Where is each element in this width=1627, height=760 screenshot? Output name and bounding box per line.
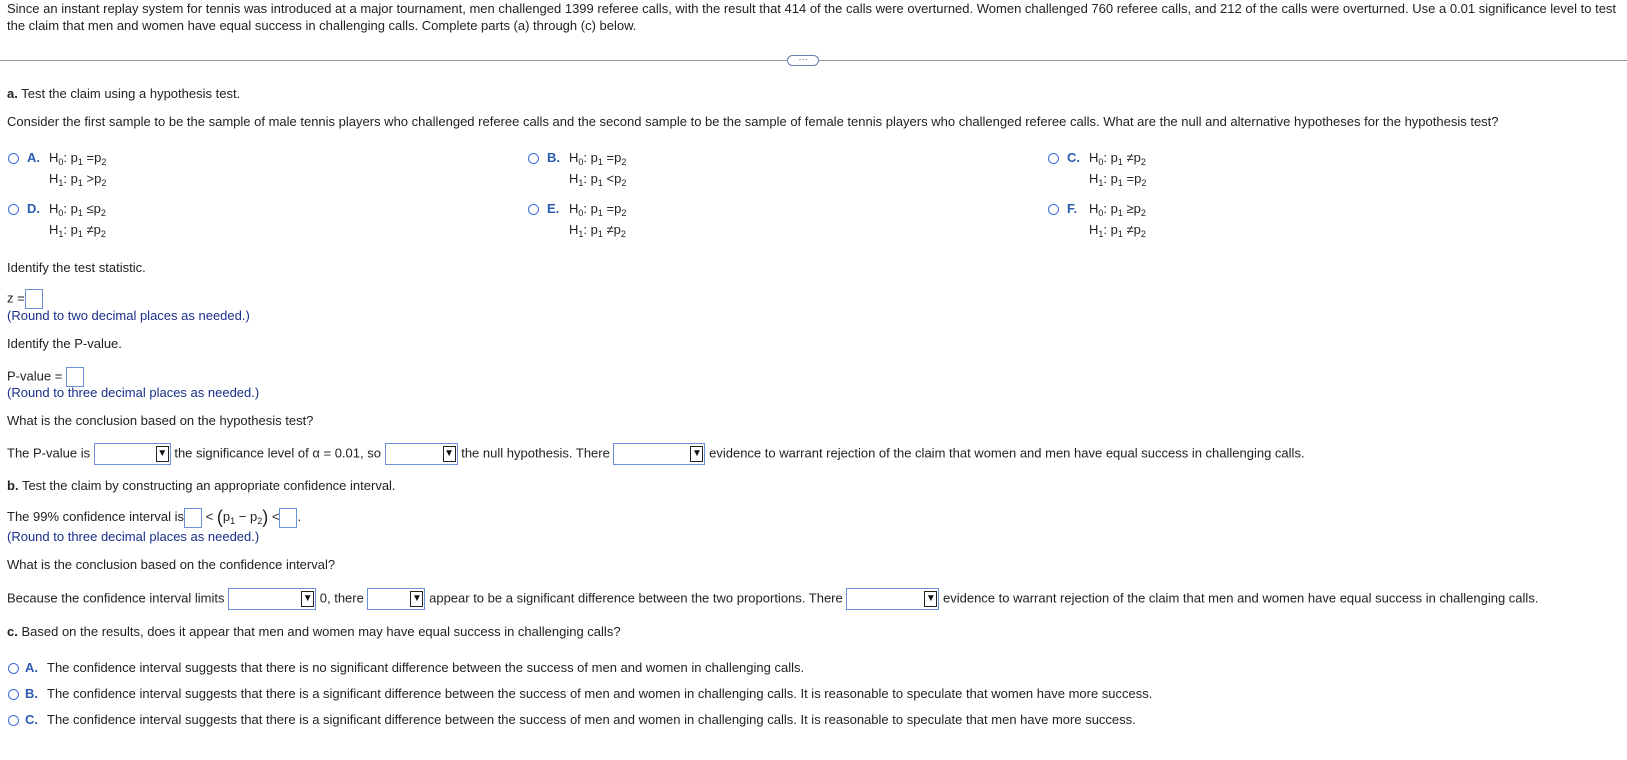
hyp-token: p	[590, 150, 598, 165]
hyp-token: H	[1089, 171, 1099, 186]
hyp-token: :	[63, 201, 68, 216]
hyp-token: 1	[597, 178, 603, 188]
pvalue-compare-dropdown[interactable]	[94, 443, 171, 465]
part-a-heading	[7, 86, 240, 101]
hyp-token: =	[86, 150, 95, 165]
chevron-down-icon: ▼	[924, 591, 937, 607]
hyp-token: 0	[578, 208, 584, 218]
option-letter: B.	[547, 150, 560, 165]
hyp-token: :	[583, 171, 588, 186]
hyp-token: <	[606, 171, 615, 186]
hyp-token: 2	[100, 229, 106, 239]
chevron-down-icon: ▼	[410, 591, 423, 607]
ci-p2: p	[249, 509, 258, 524]
hyp-token: 2	[101, 178, 107, 188]
hyp-token: p	[94, 150, 102, 165]
alt-hypothesis	[1089, 222, 1146, 239]
hyp-token: H	[569, 201, 579, 216]
chevron-down-icon: ▼	[156, 446, 169, 462]
part-b-heading	[7, 478, 396, 493]
evidence-dropdown-b[interactable]	[846, 588, 939, 610]
option-text: The confidence interval suggests that there is a significant difference between the success of men and women in challenging calls. It is reasonable to speculate that men have more success.	[47, 712, 1136, 727]
hyp-token: 1	[77, 178, 83, 188]
hyp-token: 2	[1140, 229, 1146, 239]
ci-period: .	[297, 509, 302, 524]
hyp-token: p	[1133, 150, 1141, 165]
option-letter: C.	[25, 712, 38, 727]
conclusion-option-c[interactable]	[8, 712, 1136, 727]
ci-paren-close: )	[262, 507, 269, 527]
hyp-token: p	[70, 150, 78, 165]
hyp-token: 1	[77, 208, 83, 218]
hyp-token: ≤	[86, 201, 94, 216]
hyp-token: >	[86, 171, 95, 186]
hyp-token: 2	[101, 157, 107, 167]
hyp-token: p	[614, 201, 622, 216]
hyp-token: H	[49, 222, 59, 237]
z-input[interactable]	[25, 289, 43, 309]
hyp-token: p	[1133, 201, 1141, 216]
hyp-token: p	[93, 222, 101, 237]
hyp-token: p	[1133, 222, 1141, 237]
concl-b-text-4: evidence to warrant rejection of the claim that men and women have equal success in challenging calls.	[942, 590, 1539, 606]
hyp-token: 0	[1098, 157, 1104, 167]
hyp-token: p	[590, 171, 598, 186]
evidence-dropdown-a[interactable]	[613, 443, 705, 465]
ci-lt-1: <	[205, 509, 214, 524]
hyp-token: 1	[77, 229, 83, 239]
hyp-token: 2	[621, 178, 627, 188]
hypothesis-option-e[interactable]	[528, 201, 728, 237]
hyp-conclusion-sentence	[7, 443, 1305, 465]
hyp-token: 2	[1141, 178, 1147, 188]
identify-p-text: Identify the P-value.	[7, 336, 122, 351]
z-label: z =	[7, 290, 25, 306]
hyp-token: 1	[1098, 178, 1104, 188]
reject-decision-dropdown[interactable]	[385, 443, 458, 465]
hyp-token: 1	[1117, 178, 1123, 188]
hyp-token: H	[569, 150, 579, 165]
hyp-token: p	[94, 171, 102, 186]
conclusion-option-b[interactable]	[8, 686, 1152, 701]
chevron-down-icon: ▼	[690, 446, 703, 462]
hypothesis-option-d[interactable]	[8, 201, 208, 237]
conclusion-option-a[interactable]	[8, 660, 804, 675]
radio-button[interactable]	[8, 715, 19, 726]
hyp-token: =	[606, 201, 615, 216]
ci-minus: −	[238, 509, 247, 524]
round-three-note-b: (Round to three decimal places as needed.)	[7, 529, 260, 544]
hyp-token: 1	[597, 229, 603, 239]
radio-button[interactable]	[528, 153, 539, 164]
hyp-token: 1	[578, 229, 584, 239]
hyp-token: :	[1103, 222, 1108, 237]
hyp-token: :	[1103, 171, 1108, 186]
null-hypothesis	[1089, 150, 1146, 167]
hyp-token: p	[70, 171, 78, 186]
hyp-token: p	[614, 150, 622, 165]
hyp-token: :	[1103, 201, 1108, 216]
more-button[interactable]: ⋯	[787, 55, 819, 66]
radio-button[interactable]	[8, 663, 19, 674]
hyp-token: 2	[1140, 208, 1146, 218]
concl-b-text-3: appear to be a significant difference between the two proportions. There	[429, 590, 843, 606]
hyp-token: p	[590, 222, 598, 237]
hyp-token: p	[1110, 171, 1118, 186]
hyp-token: p	[590, 201, 598, 216]
part-c-heading	[7, 624, 621, 639]
hyp-token: p	[70, 222, 78, 237]
hyp-token: 1	[578, 178, 584, 188]
hyp-token: =	[606, 150, 615, 165]
hyp-token: :	[1103, 150, 1108, 165]
hyp-token: 2	[621, 157, 627, 167]
ci-conclusion-sentence	[7, 588, 1538, 610]
hyp-token: p	[613, 222, 621, 237]
hyp-token: 0	[1098, 208, 1104, 218]
hyp-token: 1	[58, 178, 64, 188]
hyp-token: p	[1110, 150, 1118, 165]
alt-hypothesis	[1089, 171, 1146, 188]
alt-hypothesis	[569, 171, 626, 188]
ci-paren-open: (	[216, 507, 223, 527]
pvalue-row	[7, 367, 84, 387]
null-hypothesis	[49, 150, 106, 167]
hyp-token: ≥	[1126, 201, 1134, 216]
alt-hypothesis	[49, 171, 106, 188]
hyp-token: :	[63, 150, 68, 165]
hyp-token: H	[49, 201, 59, 216]
part-c-label: c.	[7, 624, 18, 639]
hyp-token: ≠	[1126, 222, 1134, 237]
hyp-token: :	[583, 150, 588, 165]
identify-stat-text: Identify the test statistic.	[7, 260, 146, 275]
hyp-token: 0	[578, 157, 584, 167]
ci-row	[7, 507, 301, 528]
part-b-title: Test the claim by constructing an appropriate confidence interval.	[21, 478, 396, 493]
chevron-down-icon: ▼	[301, 591, 314, 607]
hyp-token: 1	[77, 157, 83, 167]
hyp-token: :	[63, 222, 68, 237]
option-letter: A.	[25, 660, 38, 675]
hyp-token: :	[583, 222, 588, 237]
hyp-token: ≠	[606, 222, 614, 237]
hyp-token: p	[1134, 171, 1142, 186]
does-appear-dropdown[interactable]	[367, 588, 425, 610]
option-letter: D.	[27, 201, 40, 216]
z-row	[7, 289, 43, 309]
part-b-label: b.	[7, 478, 19, 493]
round-two-note: (Round to two decimal places as needed.)	[7, 308, 250, 323]
part-c-title: Based on the results, does it appear that men and women may have equal success in challenging calls?	[21, 624, 621, 639]
alt-hypothesis	[49, 222, 106, 239]
hypothesis-option-b[interactable]	[528, 150, 728, 186]
concl-a-text-2: the significance level of α = 0.01, so	[174, 445, 381, 461]
chevron-down-icon: ▼	[443, 446, 456, 462]
hyp-token: 0	[58, 208, 64, 218]
hyp-token: p	[70, 201, 78, 216]
round-three-note-a: (Round to three decimal places as needed.)	[7, 385, 260, 400]
ci-limits-dropdown[interactable]	[228, 588, 316, 610]
hyp-token: H	[569, 222, 579, 237]
hyp-token: 1	[597, 157, 603, 167]
hyp-token: 2	[1140, 157, 1146, 167]
option-letter: B.	[25, 686, 38, 701]
problem-intro: Since an instant replay system for tennis was introduced at a major tournament, men challenged 1399 referee calls, with the result that 414 of the calls were overturned. Women challenged 760 referee calls, and 212 of the calls were overturned. Use a 0.01 significance level to test the claim that men and women have equal success in challenging calls. Complete parts (a) through (c) below.	[7, 1, 1617, 33]
hyp-token: H	[1089, 150, 1099, 165]
concl-a-text-3: the null hypothesis. There	[461, 445, 610, 461]
ci-p1: p	[222, 509, 231, 524]
ci-lt-2: <	[271, 509, 280, 524]
hyp-conclusion-question: What is the conclusion based on the hypothesis test?	[7, 413, 314, 428]
hyp-token: H	[49, 150, 59, 165]
null-hypothesis	[1089, 201, 1146, 218]
hyp-token: H	[1089, 222, 1099, 237]
hyp-token: 2	[100, 208, 106, 218]
ci-p2-sub: 2	[257, 516, 263, 526]
ci-label: The 99% confidence interval is	[7, 509, 185, 524]
hyp-token: 2	[620, 229, 626, 239]
hyp-token: :	[63, 171, 68, 186]
concl-b-text-2: 0, there	[319, 590, 364, 606]
hyp-token: 1	[58, 229, 64, 239]
concl-a-text-4: evidence to warrant rejection of the claim that women and men have equal success in challenging calls.	[709, 445, 1305, 461]
part-a-title: Test the claim using a hypothesis test.	[21, 86, 241, 101]
hypothesis-option-c[interactable]	[1048, 150, 1248, 186]
ci-p1-sub: 1	[230, 516, 236, 526]
radio-button[interactable]	[8, 689, 19, 700]
hyp-token: 1	[1098, 229, 1104, 239]
hyp-token: 1	[1117, 157, 1123, 167]
hyp-token: H	[1089, 201, 1099, 216]
radio-button[interactable]	[1048, 204, 1059, 215]
radio-button[interactable]	[8, 153, 19, 164]
radio-button[interactable]	[1048, 153, 1059, 164]
hyp-token: :	[583, 201, 588, 216]
ci-upper-input[interactable]	[279, 508, 297, 528]
hyp-token: H	[569, 171, 579, 186]
hyp-token: ≠	[1126, 150, 1134, 165]
hyp-token: ≠	[86, 222, 94, 237]
hypothesis-option-f[interactable]	[1048, 201, 1248, 237]
hypothesis-question: Consider the first sample to be the sample of male tennis players who challenged referee calls and the second sample to be the sample of female tennis players who challenged referee calls. What are the null and alternative hypotheses for the hypothesis test?	[7, 114, 1499, 129]
ci-conclusion-question: What is the conclusion based on the confidence interval?	[7, 557, 336, 572]
hyp-token: p	[93, 201, 101, 216]
alt-hypothesis	[569, 222, 626, 239]
hyp-token: 2	[621, 208, 627, 218]
hyp-token: 1	[1117, 229, 1123, 239]
null-hypothesis	[569, 150, 626, 167]
null-hypothesis	[49, 201, 106, 218]
option-letter: E.	[547, 201, 560, 216]
radio-button[interactable]	[528, 204, 539, 215]
hypothesis-option-a[interactable]	[8, 150, 208, 186]
hyp-token: 0	[58, 157, 64, 167]
ci-lower-input[interactable]	[184, 508, 202, 528]
pvalue-label: P-value =	[7, 368, 63, 384]
null-hypothesis	[569, 201, 626, 218]
hyp-token: H	[49, 171, 59, 186]
hyp-token: 1	[597, 208, 603, 218]
option-text: The confidence interval suggests that there is no significant difference between the success of men and women in challenging calls.	[47, 660, 805, 675]
hyp-token: =	[1126, 171, 1135, 186]
option-letter: F.	[1067, 201, 1078, 216]
hyp-token: p	[1110, 201, 1118, 216]
option-letter: A.	[27, 150, 40, 165]
hyp-token: 1	[1117, 208, 1123, 218]
concl-a-text-1: The P-value is	[7, 445, 91, 461]
radio-button[interactable]	[8, 204, 19, 215]
option-letter: C.	[1067, 150, 1080, 165]
option-text: The confidence interval suggests that there is a significant difference between the success of men and women in challenging calls. It is reasonable to speculate that women have more success.	[47, 686, 1153, 701]
hyp-token: p	[614, 171, 622, 186]
part-a-label: a.	[7, 86, 18, 101]
hyp-token: p	[1110, 222, 1118, 237]
concl-b-text-1: Because the confidence interval limits	[7, 590, 225, 606]
pvalue-input[interactable]	[66, 367, 84, 387]
